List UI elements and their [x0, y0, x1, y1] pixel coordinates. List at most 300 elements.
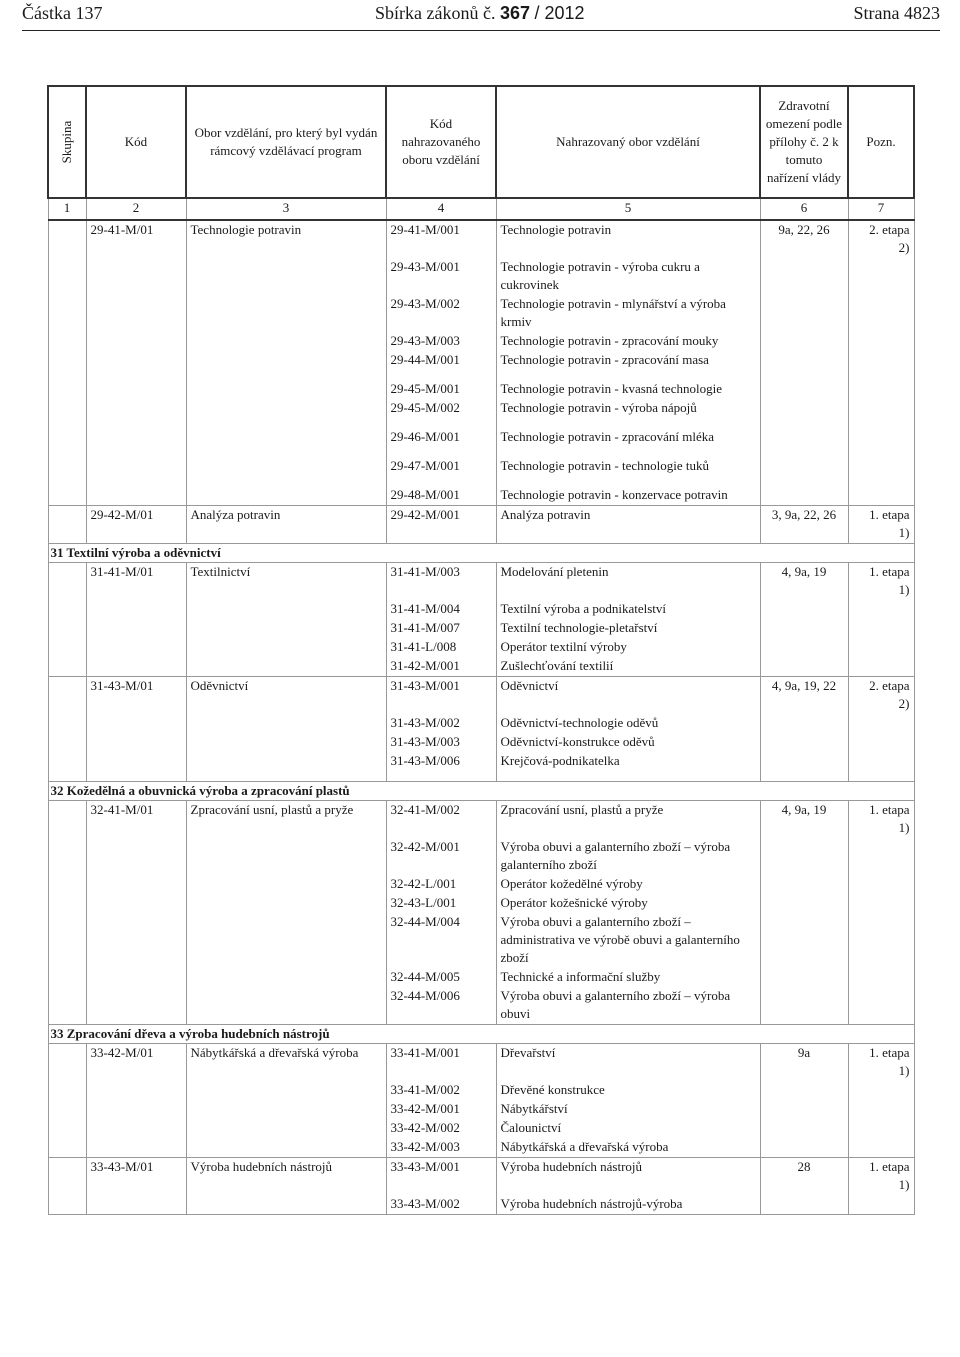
note: 2. etapa 2)	[848, 677, 914, 715]
field-code	[86, 619, 186, 638]
skupina-cell	[48, 486, 86, 506]
field-name	[186, 380, 386, 399]
health-restriction	[760, 1081, 848, 1100]
table-row	[48, 332, 914, 351]
health-restriction: 3, 9a, 22, 26	[760, 506, 848, 544]
health-restriction	[760, 351, 848, 380]
health-restriction	[760, 457, 848, 486]
replaced-code: 33-43-M/002	[386, 1195, 496, 1215]
replaced-name: Zpracování usní, plastů a pryže	[496, 801, 760, 839]
replaced-code: 33-43-M/001	[386, 1158, 496, 1196]
field-name	[186, 399, 386, 428]
health-restriction	[760, 657, 848, 677]
replaced-code: 32-42-M/001	[386, 838, 496, 875]
column-number: 2	[86, 198, 186, 220]
skupina-cell	[48, 1138, 86, 1158]
replaced-name: Technologie potravin - konzervace potravin	[496, 486, 760, 506]
replaced-code: 32-43-L/001	[386, 894, 496, 913]
field-name	[186, 600, 386, 619]
field-code: 33-43-M/01	[86, 1158, 186, 1196]
field-name	[186, 1138, 386, 1158]
field-name: Výroba hudebních nástrojů	[186, 1158, 386, 1196]
header-nahrazovany-obor: Nahrazovaný obor vzdělání	[496, 86, 760, 198]
table-row	[48, 619, 914, 638]
replaced-name: Technologie potravin - technologie tuků	[496, 457, 760, 486]
field-code	[86, 733, 186, 752]
field-code	[86, 486, 186, 506]
replaced-code: 32-44-M/005	[386, 968, 496, 987]
replaced-name: Dřevěné konstrukce	[496, 1081, 760, 1100]
note: 1. etapa 1)	[848, 1158, 914, 1196]
replaced-code: 29-45-M/002	[386, 399, 496, 428]
column-number-row	[48, 198, 914, 220]
health-restriction	[760, 1195, 848, 1215]
replaced-name: Krejčová-podnikatelka	[496, 752, 760, 782]
replaced-code: 33-42-M/003	[386, 1138, 496, 1158]
health-restriction	[760, 486, 848, 506]
replaced-code: 31-41-M/004	[386, 600, 496, 619]
skupina-cell	[48, 894, 86, 913]
header-poznamka: Pozn.	[848, 86, 914, 198]
field-name	[186, 332, 386, 351]
field-code: 31-43-M/01	[86, 677, 186, 715]
skupina-cell	[48, 875, 86, 894]
replaced-name: Technologie potravin - zpracování mouky	[496, 332, 760, 351]
field-code	[86, 913, 186, 968]
skupina-cell	[48, 600, 86, 619]
header-obor: Obor vzdělání, pro který byl vydán rámcový vzdělávací program	[186, 86, 386, 198]
replaced-name: Oděvnictví-konstrukce oděvů	[496, 733, 760, 752]
replaced-code: 32-44-M/004	[386, 913, 496, 968]
field-name	[186, 619, 386, 638]
note	[848, 1100, 914, 1119]
table-row	[48, 220, 914, 258]
note: 1. etapa 1)	[848, 506, 914, 544]
replaced-code: 29-44-M/001	[386, 351, 496, 380]
field-code	[86, 428, 186, 457]
health-restriction	[760, 733, 848, 752]
skupina-cell	[48, 1119, 86, 1138]
replaced-name: Operátor textilní výroby	[496, 638, 760, 657]
replaced-name: Výroba obuvi a galanterního zboží – výroba galanterního zboží	[496, 838, 760, 875]
field-code: 29-41-M/01	[86, 220, 186, 258]
field-name	[186, 733, 386, 752]
replaced-name: Technologie potravin	[496, 220, 760, 258]
note	[848, 258, 914, 295]
table-row	[48, 657, 914, 677]
skupina-cell	[48, 619, 86, 638]
note	[848, 351, 914, 380]
note: 2. etapa 2)	[848, 220, 914, 258]
field-name	[186, 875, 386, 894]
skupina-cell	[48, 457, 86, 486]
health-restriction	[760, 428, 848, 457]
skupina-cell	[48, 987, 86, 1025]
health-restriction	[760, 838, 848, 875]
field-code	[86, 1100, 186, 1119]
table-row	[48, 1195, 914, 1215]
note: 1. etapa 1)	[848, 801, 914, 839]
skupina-cell	[48, 752, 86, 782]
note	[848, 968, 914, 987]
field-code	[86, 638, 186, 657]
note: 1. etapa 1)	[848, 1044, 914, 1082]
field-code	[86, 894, 186, 913]
skupina-cell	[48, 838, 86, 875]
field-code: 31-41-M/01	[86, 563, 186, 601]
field-name: Analýza potravin	[186, 506, 386, 544]
field-code	[86, 714, 186, 733]
table-row	[48, 258, 914, 295]
field-code	[86, 1195, 186, 1215]
health-restriction	[760, 968, 848, 987]
health-restriction	[760, 332, 848, 351]
page-number: Strana 4823	[853, 3, 940, 23]
skupina-cell	[48, 1195, 86, 1215]
table-row	[48, 1081, 914, 1100]
replaced-name: Oděvnictví	[496, 677, 760, 715]
field-code: 32-41-M/01	[86, 801, 186, 839]
skupina-cell	[48, 714, 86, 733]
note	[848, 600, 914, 619]
field-code	[86, 968, 186, 987]
table-row	[48, 838, 914, 875]
note	[848, 399, 914, 428]
field-code	[86, 987, 186, 1025]
header-kod: Kód	[86, 86, 186, 198]
column-number: 6	[760, 198, 848, 220]
health-restriction	[760, 894, 848, 913]
skupina-cell	[48, 657, 86, 677]
field-code	[86, 1081, 186, 1100]
note	[848, 295, 914, 332]
note	[848, 987, 914, 1025]
note	[848, 428, 914, 457]
field-code	[86, 332, 186, 351]
table-row	[48, 563, 914, 601]
table-row	[48, 428, 914, 457]
field-code: 29-42-M/01	[86, 506, 186, 544]
skupina-cell	[48, 801, 86, 839]
replaced-name: Technologie potravin - zpracování mléka	[496, 428, 760, 457]
skupina-cell	[48, 506, 86, 544]
replaced-code: 32-41-M/002	[386, 801, 496, 839]
field-name	[186, 913, 386, 968]
curriculum-table	[47, 85, 915, 1215]
table-row	[48, 894, 914, 913]
field-name: Technologie potravin	[186, 220, 386, 258]
replaced-name: Technologie potravin - mlynářství a výroba krmiv	[496, 295, 760, 332]
replaced-name: Textilní výroba a podnikatelství	[496, 600, 760, 619]
field-name	[186, 1081, 386, 1100]
section-heading-row	[48, 544, 914, 563]
table-row	[48, 1119, 914, 1138]
section-heading: 33 Zpracování dřeva a výroba hudebních nástrojů	[48, 1025, 914, 1044]
table-row	[48, 638, 914, 657]
health-restriction	[760, 638, 848, 657]
table-row	[48, 380, 914, 399]
replaced-name: Nábytkářská a dřevařská výroba	[496, 1138, 760, 1158]
note: 1. etapa 1)	[848, 563, 914, 601]
health-restriction	[760, 619, 848, 638]
table-row	[48, 875, 914, 894]
column-number: 3	[186, 198, 386, 220]
skupina-cell	[48, 1158, 86, 1196]
health-restriction: 4, 9a, 19	[760, 563, 848, 601]
replaced-name: Technologie potravin - výroba nápojů	[496, 399, 760, 428]
skupina-cell	[48, 1044, 86, 1082]
replaced-code: 29-48-M/001	[386, 486, 496, 506]
skupina-cell	[48, 1081, 86, 1100]
skupina-cell	[48, 399, 86, 428]
field-name: Nábytkářská a dřevařská výroba	[186, 1044, 386, 1082]
field-name	[186, 638, 386, 657]
health-restriction	[760, 913, 848, 968]
field-name	[186, 351, 386, 380]
field-code: 33-42-M/01	[86, 1044, 186, 1082]
field-name	[186, 1195, 386, 1215]
skupina-cell	[48, 638, 86, 657]
law-number: 367	[499, 3, 531, 23]
note	[848, 638, 914, 657]
skupina-cell	[48, 380, 86, 399]
skupina-cell	[48, 968, 86, 987]
field-name	[186, 428, 386, 457]
note	[848, 838, 914, 875]
table-row	[48, 506, 914, 544]
note	[848, 380, 914, 399]
field-name	[186, 987, 386, 1025]
replaced-name: Textilní technologie-pletařství	[496, 619, 760, 638]
field-name: Oděvnictví	[186, 677, 386, 715]
note	[848, 875, 914, 894]
health-restriction	[760, 987, 848, 1025]
replaced-name: Nábytkářství	[496, 1100, 760, 1119]
replaced-name: Technologie potravin - výroba cukru a cukrovinek	[496, 258, 760, 295]
column-number: 4	[386, 198, 496, 220]
replaced-code: 31-42-M/001	[386, 657, 496, 677]
table-row	[48, 399, 914, 428]
replaced-code: 29-45-M/001	[386, 380, 496, 399]
table-row	[48, 295, 914, 332]
replaced-name: Operátor kožedělné výroby	[496, 875, 760, 894]
skupina-cell	[48, 677, 86, 715]
note	[848, 733, 914, 752]
replaced-code: 33-42-M/001	[386, 1100, 496, 1119]
replaced-name: Analýza potravin	[496, 506, 760, 544]
field-name	[186, 1119, 386, 1138]
table-header-row	[48, 86, 914, 198]
field-name	[186, 838, 386, 875]
health-restriction	[760, 295, 848, 332]
field-name: Textilnictví	[186, 563, 386, 601]
field-code	[86, 457, 186, 486]
replaced-name: Modelování pletenin	[496, 563, 760, 601]
header-skupina: Skupina	[48, 86, 86, 198]
replaced-code: 31-43-M/001	[386, 677, 496, 715]
note	[848, 657, 914, 677]
table-row	[48, 801, 914, 839]
replaced-code: 29-43-M/001	[386, 258, 496, 295]
field-name	[186, 486, 386, 506]
table-row	[48, 714, 914, 733]
health-restriction	[760, 714, 848, 733]
field-name	[186, 1100, 386, 1119]
table-row	[48, 1044, 914, 1082]
replaced-code: 29-41-M/001	[386, 220, 496, 258]
replaced-code: 32-42-L/001	[386, 875, 496, 894]
table-row	[48, 968, 914, 987]
note	[848, 1195, 914, 1215]
note	[848, 619, 914, 638]
skupina-cell	[48, 220, 86, 258]
replaced-code: 29-47-M/001	[386, 457, 496, 486]
field-code	[86, 752, 186, 782]
column-number: 5	[496, 198, 760, 220]
health-restriction: 4, 9a, 19, 22	[760, 677, 848, 715]
field-code	[86, 1119, 186, 1138]
replaced-name: Operátor kožešnické výroby	[496, 894, 760, 913]
field-code	[86, 380, 186, 399]
field-name	[186, 968, 386, 987]
collection-prefix: Sbírka zákonů č.	[375, 3, 496, 23]
issue-number: Částka 137	[22, 3, 103, 23]
replaced-code: 33-41-M/001	[386, 1044, 496, 1082]
law-year: / 2012	[534, 3, 585, 23]
note	[848, 913, 914, 968]
replaced-name: Dřevařství	[496, 1044, 760, 1082]
replaced-name: Zušlechťování textilií	[496, 657, 760, 677]
field-code	[86, 351, 186, 380]
table-row	[48, 457, 914, 486]
replaced-name: Výroba obuvi a galanterního zboží – výroba obuvi	[496, 987, 760, 1025]
skupina-cell	[48, 733, 86, 752]
header-kod-nahrazovaneho: Kód nahrazovaného oboru vzdělání	[386, 86, 496, 198]
note	[848, 1119, 914, 1138]
table-row	[48, 1138, 914, 1158]
table-row	[48, 913, 914, 968]
note	[848, 332, 914, 351]
health-restriction	[760, 752, 848, 782]
health-restriction	[760, 258, 848, 295]
table-row	[48, 600, 914, 619]
table-row	[48, 486, 914, 506]
section-heading-row	[48, 1025, 914, 1044]
skupina-cell	[48, 351, 86, 380]
health-restriction	[760, 399, 848, 428]
section-heading: 31 Textilní výroba a oděvnictví	[48, 544, 914, 563]
field-name	[186, 752, 386, 782]
replaced-name: Čalounictví	[496, 1119, 760, 1138]
column-number: 7	[848, 198, 914, 220]
replaced-name: Oděvnictví-technologie oděvů	[496, 714, 760, 733]
replaced-code: 31-41-L/008	[386, 638, 496, 657]
skupina-cell	[48, 428, 86, 457]
table-row	[48, 1158, 914, 1196]
note	[848, 752, 914, 782]
health-restriction: 9a, 22, 26	[760, 220, 848, 258]
field-code	[86, 600, 186, 619]
replaced-code: 31-43-M/003	[386, 733, 496, 752]
replaced-code: 32-44-M/006	[386, 987, 496, 1025]
replaced-code: 33-42-M/002	[386, 1119, 496, 1138]
field-name	[186, 657, 386, 677]
note	[848, 1081, 914, 1100]
skupina-cell	[48, 913, 86, 968]
table-row	[48, 677, 914, 715]
column-number: 1	[48, 198, 86, 220]
section-heading-row	[48, 782, 914, 801]
table-row	[48, 351, 914, 380]
field-name	[186, 295, 386, 332]
health-restriction: 4, 9a, 19	[760, 801, 848, 839]
replaced-name: Technologie potravin - zpracování masa	[496, 351, 760, 380]
replaced-code: 31-41-M/003	[386, 563, 496, 601]
replaced-name: Výroba hudebních nástrojů	[496, 1158, 760, 1196]
replaced-code: 29-42-M/001	[386, 506, 496, 544]
section-heading: 32 Kožedělná a obuvnická výroba a zpracování plastů	[48, 782, 914, 801]
skupina-cell	[48, 563, 86, 601]
health-restriction: 9a	[760, 1044, 848, 1082]
skupina-cell	[48, 295, 86, 332]
table-row	[48, 1100, 914, 1119]
replaced-name: Výroba obuvi a galanterního zboží – administrativa ve výrobě obuvi a galanterního zboží	[496, 913, 760, 968]
health-restriction	[760, 1138, 848, 1158]
field-name	[186, 894, 386, 913]
replaced-code: 31-43-M/006	[386, 752, 496, 782]
field-name	[186, 258, 386, 295]
replaced-code: 29-46-M/001	[386, 428, 496, 457]
skupina-cell	[48, 332, 86, 351]
health-restriction	[760, 875, 848, 894]
field-name	[186, 457, 386, 486]
field-code	[86, 875, 186, 894]
replaced-code: 29-43-M/002	[386, 295, 496, 332]
field-name: Zpracování usní, plastů a pryže	[186, 801, 386, 839]
health-restriction	[760, 1100, 848, 1119]
collection-title	[375, 3, 585, 24]
field-code	[86, 657, 186, 677]
replaced-code: 29-43-M/003	[386, 332, 496, 351]
note	[848, 894, 914, 913]
field-code	[86, 258, 186, 295]
note	[848, 486, 914, 506]
health-restriction	[760, 600, 848, 619]
field-code	[86, 295, 186, 332]
field-code	[86, 399, 186, 428]
health-restriction	[760, 380, 848, 399]
header-zdravotni-omezeni: Zdravotní omezení podle přílohy č. 2 k tomuto nařízení vlády	[760, 86, 848, 198]
page-header	[22, 0, 940, 31]
replaced-code: 31-41-M/007	[386, 619, 496, 638]
health-restriction: 28	[760, 1158, 848, 1196]
replaced-code: 31-43-M/002	[386, 714, 496, 733]
skupina-cell	[48, 1100, 86, 1119]
replaced-code: 33-41-M/002	[386, 1081, 496, 1100]
field-name	[186, 714, 386, 733]
table-row	[48, 752, 914, 782]
skupina-cell	[48, 258, 86, 295]
field-code	[86, 838, 186, 875]
field-code	[86, 1138, 186, 1158]
health-restriction	[760, 1119, 848, 1138]
table-row	[48, 987, 914, 1025]
replaced-name: Technické a informační služby	[496, 968, 760, 987]
note	[848, 1138, 914, 1158]
replaced-name: Technologie potravin - kvasná technologie	[496, 380, 760, 399]
note	[848, 457, 914, 486]
table-row	[48, 733, 914, 752]
